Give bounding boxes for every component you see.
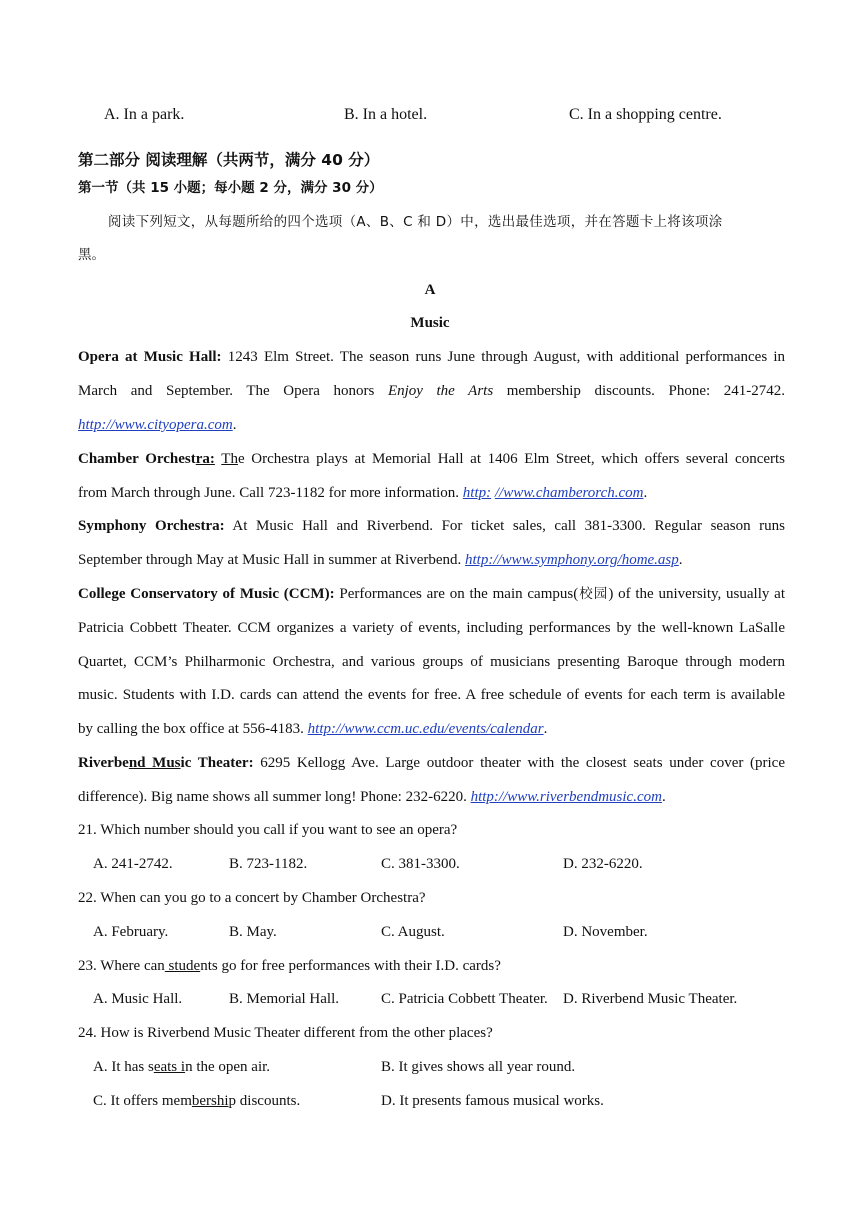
q22-option-d[interactable]: D. November.: [563, 924, 648, 940]
period: .: [643, 485, 648, 501]
q23-stem-b: stude: [164, 958, 201, 974]
symphony-url-link[interactable]: http://www.symphony.org/home.asp: [465, 552, 679, 568]
question-22-stem: 22. When can you go to a concert by Chamber Orchestra?: [78, 890, 426, 906]
q23-option-b[interactable]: B. Memorial Hall.: [229, 991, 339, 1007]
ccm-line-4: music. Students with I.D. cards can attend the events for free. A free schedule of events for each term is available: [78, 687, 785, 703]
chamber-line-1: [78, 449, 785, 469]
question-21-stem: 21. Which number should you call if you want to see an opera?: [78, 822, 458, 838]
q24-a-part-3: n the open air.: [185, 1059, 271, 1075]
opera-line-2: [78, 381, 785, 401]
enjoy-the-arts: Enjoy the Arts: [387, 383, 494, 399]
chamber-name-b: ra:: [195, 451, 215, 467]
chamber-text-2: from March through June. Call 723-1182 for more information.: [78, 485, 460, 501]
q23-stem-a: 23. Where can: [78, 958, 165, 974]
symphony-line-2: [78, 550, 785, 570]
opera-url-link[interactable]: http://www.cityopera.com: [78, 417, 233, 433]
passage-title: Music: [410, 315, 450, 331]
ccm-text-5: by calling the box office at 556-4183.: [78, 721, 304, 737]
period: .: [661, 789, 666, 805]
q21-option-d[interactable]: D. 232-6220.: [563, 856, 643, 872]
q24-a-part-1: A. It has s: [93, 1059, 154, 1075]
ccm-line-2: Patricia Cobbett Theater. CCM organizes a variety of events, including performances by the well-known LaSalle: [78, 620, 785, 636]
ccm-url-link[interactable]: http://www.ccm.uc.edu/events/calendar: [307, 721, 544, 737]
q24-c-part-1: C. It offers mem: [93, 1093, 192, 1109]
q21-option-b[interactable]: B. 723-1182.: [229, 856, 308, 872]
question-24-stem: 24. How is Riverbend Music Theater different from the other places?: [78, 1025, 493, 1041]
instructions-line-2: 黑。: [78, 247, 105, 263]
chamber-text-1b: e Orchestra plays at Memorial Hall at 1406 Elm Street, which offers several concerts: [237, 451, 786, 467]
symphony-text-2: September through May at Music Hall in summer at Riverbend.: [78, 552, 462, 568]
opera-text-2c: membership discounts. Phone: 241-2742.: [506, 383, 786, 399]
ccm-line-1: [78, 584, 785, 604]
opera-line-3: [78, 415, 785, 435]
symphony-text-1: At Music Hall and Riverbend. For ticket sales, call 381-3300. Regular season runs: [232, 518, 785, 534]
symphony-line-1: [78, 516, 785, 536]
option-b: B. In a hotel.: [344, 106, 428, 123]
riverbend-text-1: 6295 Kellogg Ave. Large outdoor theater with the closest seats under cover (price: [260, 755, 785, 771]
section-title: 第一节（共 15 小题；每小题 2 分，满分 30 分）: [78, 180, 383, 196]
part-title: 第二部分 阅读理解（共两节，满分 40 分）: [78, 151, 380, 169]
riverbend-text-2: difference). Big name shows all summer long! Phone: 232-6220.: [78, 789, 467, 805]
q22-option-a[interactable]: A. February.: [93, 924, 169, 940]
q24-option-a[interactable]: [93, 1057, 270, 1077]
q21-option-c[interactable]: C. 381-3300.: [381, 856, 460, 872]
q24-option-b[interactable]: B. It gives shows all year round.: [381, 1059, 576, 1075]
ccm-text-1a: Performances are on the main campus(: [339, 586, 579, 602]
period: .: [543, 721, 548, 737]
riverbend-name-a: Riverbe: [78, 755, 129, 771]
instructions-line-1: 阅读下列短文，从每题所给的四个选项（A、B、C 和 D）中，选出最佳选项，并在答题卡上将该项涂: [108, 214, 723, 230]
ccm-line-5: [78, 719, 785, 739]
symphony-name: Symphony Orchestra:: [78, 518, 225, 534]
q24-a-part-2: eats i: [153, 1059, 186, 1075]
q23-option-d[interactable]: D. Riverbend Music Theater.: [563, 991, 738, 1007]
riverbend-name-c: ic Theater:: [180, 755, 254, 771]
chamber-line-2: [78, 483, 785, 503]
ccm-text-1b: 校园: [578, 586, 609, 602]
riverbend-line-1: [78, 753, 785, 773]
option-a: A. In a park.: [104, 106, 185, 123]
chamber-text-1a: Th: [221, 451, 238, 467]
q23-stem-c: nts go for free performances with their I.D. cards?: [200, 958, 501, 974]
question-23-stem: [78, 956, 785, 976]
q21-option-a[interactable]: A. 241-2742.: [93, 856, 173, 872]
q24-option-c[interactable]: [93, 1091, 300, 1111]
q24-option-d[interactable]: D. It presents famous musical works.: [381, 1093, 604, 1109]
opera-name: Opera at Music Hall:: [78, 349, 222, 365]
ccm-line-3: Quartet, CCM’s Philharmonic Orchestra, and various groups of musicians presenting Baroque through modern: [78, 654, 785, 670]
riverbend-url-link[interactable]: http://www.riverbendmusic.com: [470, 789, 662, 805]
option-c: C. In a shopping centre.: [569, 106, 722, 123]
q23-option-a[interactable]: A. Music Hall.: [93, 991, 183, 1007]
period: .: [232, 417, 237, 433]
ccm-name: College Conservatory of Music (CCM):: [78, 586, 335, 602]
chamber-name-a: Chamber Orchest: [78, 451, 196, 467]
ccm-text-1c: ) of the university, usually at: [608, 586, 785, 602]
period: .: [678, 552, 683, 568]
opera-text-1: 1243 Elm Street. The season runs June through August, with additional performances in: [227, 349, 786, 365]
q22-option-b[interactable]: B. May.: [229, 924, 277, 940]
riverbend-line-2: [78, 787, 785, 807]
q22-option-c[interactable]: C. August.: [381, 924, 445, 940]
opera-text-2a: March and September. The Opera honors: [78, 383, 375, 399]
chamber-url-a[interactable]: http:: [462, 485, 492, 501]
chamber-url-b[interactable]: //www.chamberorch.com: [494, 485, 644, 501]
passage-letter: A: [424, 282, 436, 298]
riverbend-name-b: nd Mus: [128, 755, 181, 771]
q24-c-part-3: p discounts.: [228, 1093, 301, 1109]
q24-c-part-2: bershi: [191, 1093, 229, 1109]
opera-line-1: [78, 347, 785, 367]
q23-option-c[interactable]: C. Patricia Cobbett Theater.: [381, 991, 548, 1007]
